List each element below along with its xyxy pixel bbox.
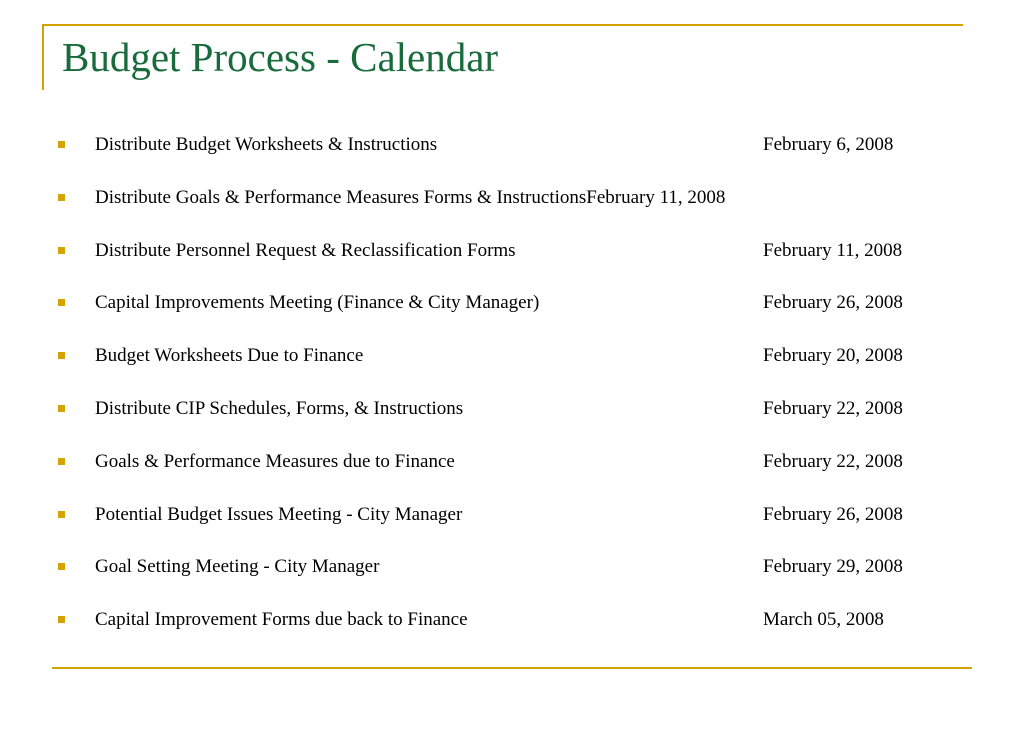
- calendar-item-task: Distribute Budget Worksheets & Instructions: [95, 134, 438, 155]
- square-bullet-icon: [58, 194, 65, 201]
- calendar-item-date: March 05, 2008: [763, 609, 884, 631]
- calendar-item-date: February 11, 2008: [586, 186, 726, 208]
- title-accent-bar-vertical: [42, 24, 44, 90]
- calendar-item-date: February 29, 2008: [763, 556, 903, 578]
- calendar-item-date: February 20, 2008: [763, 345, 903, 367]
- square-bullet-icon: [58, 299, 65, 306]
- square-bullet-icon: [58, 141, 65, 148]
- calendar-item: [0, 289, 1023, 342]
- calendar-item-task: Capital Improvements Meeting (Finance & City Manager): [95, 292, 540, 314]
- calendar-item: [0, 448, 1023, 501]
- calendar-item-task: Potential Budget Issues Meeting - City Manager: [95, 503, 463, 525]
- calendar-item-date: February 6, 2008: [763, 134, 894, 155]
- square-bullet-icon: [58, 247, 65, 254]
- calendar-item-line: [95, 184, 725, 212]
- calendar-item-task: Budget Worksheets Due to Finance: [95, 345, 364, 367]
- calendar-item-date: February 26, 2008: [763, 503, 903, 525]
- calendar-list: [0, 131, 1023, 659]
- square-bullet-icon: [58, 616, 65, 623]
- square-bullet-icon: [58, 458, 65, 465]
- calendar-item: [0, 237, 1023, 290]
- calendar-item: [0, 606, 1023, 659]
- calendar-item-date: February 11, 2008: [763, 239, 903, 261]
- slide-title: Budget Process - Calendar: [62, 34, 499, 80]
- calendar-item: [0, 184, 1023, 237]
- calendar-item-task: Goals & Performance Measures due to Finance: [95, 450, 455, 472]
- square-bullet-icon: [58, 511, 65, 518]
- footer-accent-line: [52, 667, 972, 669]
- calendar-item-date: February 26, 2008: [763, 292, 903, 314]
- title-accent-bar-horizontal: [42, 24, 963, 26]
- square-bullet-icon: [58, 352, 65, 359]
- calendar-item-task: Capital Improvement Forms due back to Finance: [95, 609, 468, 631]
- calendar-item-task: Goal Setting Meeting - City Manager: [95, 556, 380, 578]
- calendar-item-task: Distribute CIP Schedules, Forms, & Instructions: [95, 397, 464, 419]
- calendar-item: [0, 553, 1023, 606]
- calendar-item-task: Distribute Goals & Performance Measures Forms & Instructions: [95, 186, 587, 208]
- calendar-item-date: February 22, 2008: [763, 397, 903, 419]
- calendar-item: [0, 395, 1023, 448]
- calendar-item: [0, 342, 1023, 395]
- calendar-item: [0, 501, 1023, 554]
- calendar-item-task: Distribute Personnel Request & Reclassification Forms: [95, 239, 516, 261]
- calendar-item: [0, 131, 1023, 184]
- square-bullet-icon: [58, 563, 65, 570]
- calendar-item-date: February 22, 2008: [763, 450, 903, 472]
- square-bullet-icon: [58, 405, 65, 412]
